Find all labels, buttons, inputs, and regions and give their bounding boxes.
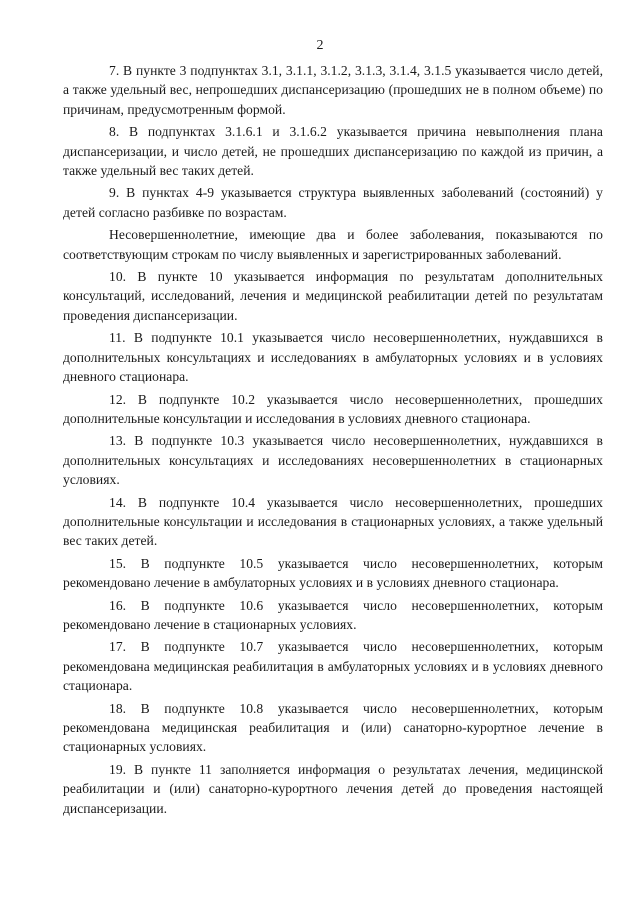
paragraph-11: 11. В подпункте 10.1 указывается число несовершеннолетних, нуждавшихся в дополнительных консультациях и исследованиях в амбулаторных условиях и в условиях дневного стационара. bbox=[63, 330, 603, 385]
paragraph-8: 8. В подпунктах 3.1.6.1 и 3.1.6.2 указывается причина невыполнения плана диспансеризации, и число детей, не прошедших диспансеризацию по каждой из причин, а также удельный вес таких детей. bbox=[63, 124, 603, 179]
paragraph-15: 15. В подпункте 10.5 указывается число несовершеннолетних, которым рекомендовано лечение в амбулаторных условиях и в условиях дневного стационара. bbox=[63, 555, 603, 591]
paragraph-9: 9. В пунктах 4-9 указывается структура выявленных заболеваний (состояний) у детей согласно разбивке по возрастам. bbox=[63, 185, 603, 220]
paragraph-7: 7. В пункте 3 подпунктах 3.1, 3.1.1, 3.1.2, 3.1.3, 3.1.4, 3.1.5 указывается число детей, а также удельный вес, непрошедших диспансеризацию (прошедших не в полном объеме) по причинам, предусмотренным формой. bbox=[63, 63, 603, 117]
document-body bbox=[63, 61, 603, 821]
paragraph-13: 13. В подпункте 10.3 указывается число несовершеннолетних, нуждавшихся в дополнительных консультациях и исследованиях несовершеннолетних в стационарных условиях. bbox=[63, 433, 603, 488]
paragraph-12: 12. В подпункте 10.2 указывается число несовершеннолетних, прошедших дополнительные консультации и исследования в условиях дневного стационара. bbox=[63, 391, 603, 426]
paragraph-14: 14. В подпункте 10.4 указывается число несовершеннолетних, прошедших дополнительные консультации и исследования в стационарных условиях, а также удельный вес таких детей. bbox=[63, 494, 603, 549]
paragraph-9-note: Несовершеннолетние, имеющие два и более заболевания, показываются по соответствующим строкам по числу выявленных и зарегистрированных заболеваний. bbox=[63, 227, 603, 262]
page-number: 2 bbox=[316, 38, 324, 53]
paragraph-18: 18. В подпункте 10.8 указывается число несовершеннолетних, которым рекомендована медицинская реабилитация и (или) санаторно-курортное лечение в стационарных условиях. bbox=[63, 700, 603, 755]
paragraph-17: 17. В подпункте 10.7 указывается число несовершеннолетних, которым рекомендована медицинская реабилитация в амбулаторных условиях и в условиях дневного стационара. bbox=[63, 639, 603, 694]
paragraph-19: 19. В пункте 11 заполняется информация о результатах лечения, медицинской реабилитации и (или) санаторно-курортного лечения детей до проведения настоящей диспансеризации. bbox=[63, 761, 603, 816]
paragraph-10: 10. В пункте 10 указывается информация по результатам дополнительных консультаций, исследований, лечения и медицинской реабилитации детей по результатам проведения диспансеризации. bbox=[63, 269, 603, 323]
paragraph-16: 16. В подпункте 10.6 указывается число несовершеннолетних, которым рекомендовано лечение в стационарных условиях. bbox=[63, 597, 603, 632]
